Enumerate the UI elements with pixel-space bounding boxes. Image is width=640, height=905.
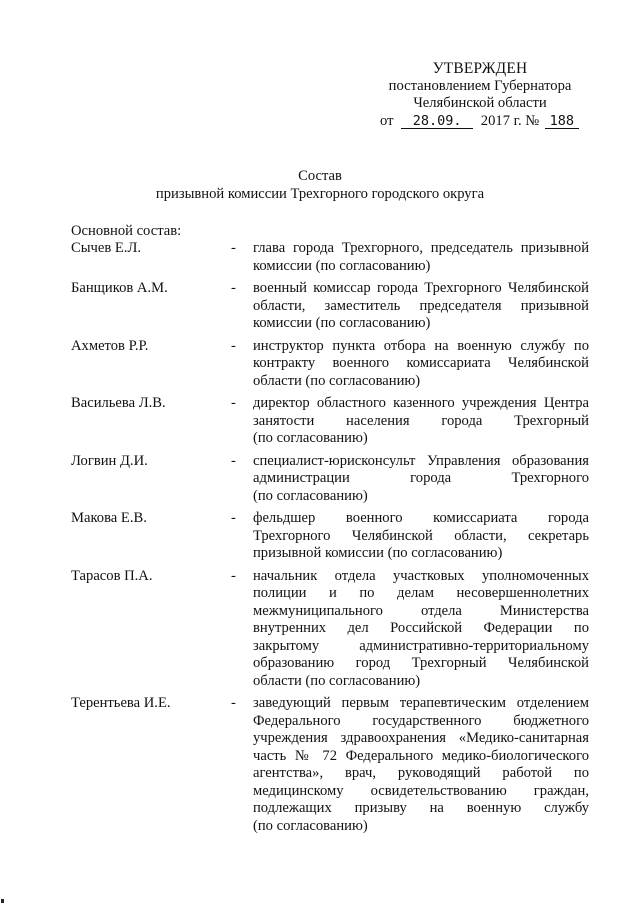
- member-role: [253, 453, 589, 506]
- member-role-line: агентства», врач, руководящий работой по: [253, 765, 589, 781]
- scan-mark: [1, 899, 4, 903]
- member-dash: -: [231, 337, 236, 354]
- member-dash: -: [231, 395, 236, 411]
- member-role-line: области (по согласованию): [253, 372, 421, 389]
- member-role: [253, 240, 589, 275]
- member-dash: -: [231, 695, 236, 711]
- section-label: Основной состав:: [71, 223, 182, 239]
- member-role-line: области (по согласованию): [253, 672, 421, 689]
- member-row: [71, 568, 589, 691]
- member-name: Банщиков А.М.: [71, 280, 168, 296]
- member-role-line: (по согласованию): [253, 487, 368, 504]
- member-role-line: (по согласованию): [253, 430, 368, 446]
- member-role: [253, 338, 589, 391]
- member-role-line: начальник отдела участковых уполномоченных: [253, 567, 589, 584]
- approval-decree-line: постановлением Губернатора: [388, 77, 572, 94]
- member-role: [253, 695, 589, 835]
- member-name: Тарасов П.А.: [71, 567, 153, 584]
- year-text: 2017 г. №: [480, 112, 540, 129]
- member-role-line: специалист-юрисконсульт Управления образования: [253, 452, 589, 469]
- member-role-line: образованию город Трехгорный Челябинской: [253, 655, 589, 671]
- member-role: [253, 568, 589, 691]
- member-name: Ахметов Р.Р.: [71, 337, 149, 354]
- member-role-line: медицинскому освидетельствованию граждан,: [253, 782, 589, 799]
- member-row: [71, 280, 589, 333]
- member-role-line: контракту военного комиссариата Челябинской: [253, 355, 589, 371]
- member-role-line: комиссии (по согласованию): [253, 257, 431, 274]
- date-prefix: от: [380, 112, 394, 129]
- member-role: [253, 510, 589, 563]
- member-dash: -: [231, 240, 236, 256]
- approval-title: УТВЕРЖДЕН: [432, 60, 528, 77]
- approval-region-line: Челябинской области: [413, 95, 547, 111]
- member-role-line: часть № 72 Федерального медико-биологического: [253, 747, 589, 764]
- member-role-line: полиции и по делам несовершеннолетних: [253, 585, 589, 601]
- member-role-line: заведующий первым терапевтическим отделением: [253, 695, 589, 711]
- approval-date-line: [380, 113, 580, 131]
- heading-subtitle: призывной комиссии Трехгорного городского округа: [155, 186, 485, 202]
- members-list: [71, 240, 589, 835]
- member-role: [253, 280, 589, 333]
- member-name: Логвин Д.И.: [71, 452, 148, 469]
- member-role-line: Федерального государственного бюджетного: [253, 712, 589, 729]
- handwritten-date: 28.09.: [401, 114, 473, 129]
- member-name: Васильева Л.В.: [71, 395, 166, 411]
- member-role-line: закрытому административно-территориальному: [253, 637, 589, 654]
- member-role: [253, 395, 589, 448]
- member-role-line: директор областного казенного учреждения Центра: [253, 395, 589, 411]
- approval-block: [380, 60, 580, 130]
- member-dash: -: [231, 510, 236, 526]
- member-role-line: подлежащих призыву на военную службу: [253, 800, 589, 816]
- member-role-line: учреждения здравоохранения «Медико-санитарная: [253, 730, 589, 746]
- member-name: Терентьева И.Е.: [71, 695, 171, 711]
- member-role-line: глава города Трехгорного, председатель призывной: [253, 240, 589, 256]
- member-dash: -: [231, 452, 236, 469]
- document-heading: [60, 167, 580, 203]
- member-row: [71, 338, 589, 391]
- member-row: [71, 453, 589, 506]
- member-role-line: внутренних дел Российской Федерации по: [253, 620, 589, 636]
- heading-title: Состав: [298, 168, 342, 184]
- member-row: [71, 395, 589, 448]
- member-role-line: комиссии (по согласованию): [253, 315, 431, 331]
- member-row: [71, 510, 589, 563]
- member-role-line: занятости населения города Трехгорный: [253, 412, 589, 429]
- member-role-line: (по согласованию): [253, 817, 368, 834]
- member-role-line: инструктор пункта отбора на военную службу по: [253, 337, 589, 354]
- member-role-line: призывной комиссии (по согласованию): [253, 545, 503, 561]
- member-role-line: фельдшер военного комиссариата города: [253, 510, 589, 526]
- member-name: Сычев Е.Л.: [71, 240, 142, 256]
- member-role-line: Трехгорного Челябинской области, секретарь: [253, 527, 589, 544]
- member-name: Макова Е.В.: [71, 510, 147, 526]
- member-row: [71, 240, 589, 275]
- member-role-line: области, заместитель председателя призывной: [253, 297, 589, 314]
- handwritten-decree-number: 188: [545, 114, 579, 129]
- member-dash: -: [231, 567, 236, 584]
- member-row: [71, 695, 589, 835]
- member-role-line: межмуниципального отдела Министерства: [253, 602, 589, 619]
- member-role-line: администрации города Трехгорного: [253, 470, 589, 486]
- member-dash: -: [231, 280, 236, 296]
- member-role-line: военный комиссар города Трехгорного Челябинской: [253, 280, 589, 296]
